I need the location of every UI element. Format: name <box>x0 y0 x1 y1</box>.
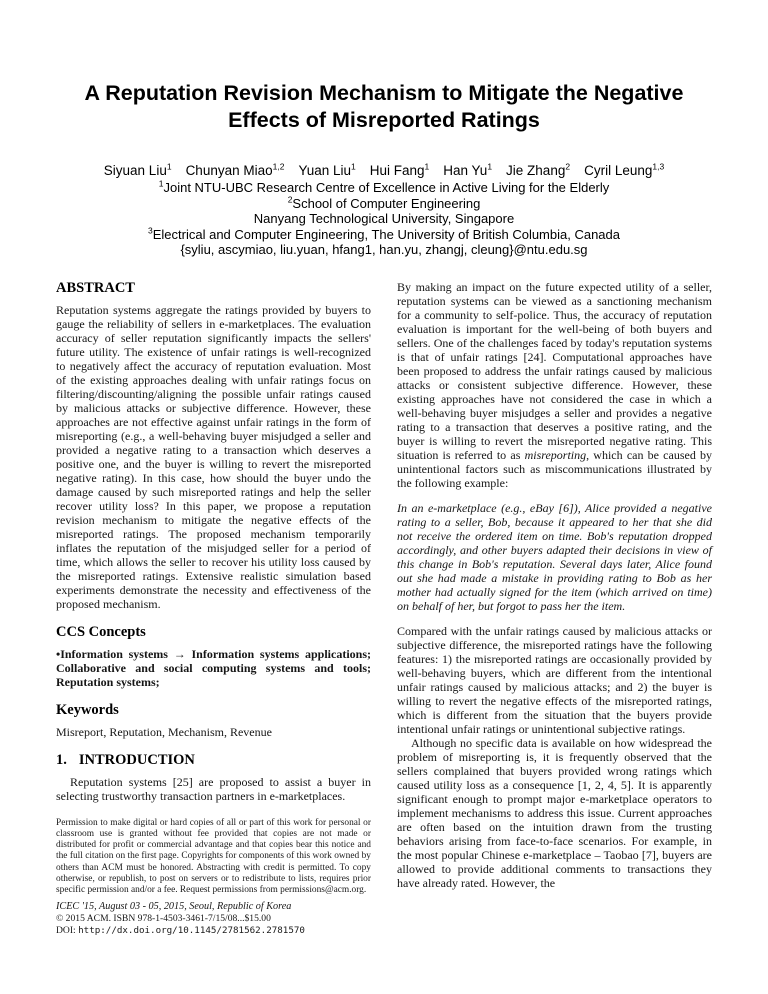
paragraph-text: , which can be caused by unintentional factors such as miscommunications illustrated by the following example: <box>397 447 713 490</box>
affiliation-line <box>0 196 768 212</box>
paper-title-line-2: Effects of Misreported Ratings <box>228 108 540 132</box>
author <box>584 163 664 178</box>
right-column <box>397 280 712 938</box>
misreporting-term: misreporting <box>524 447 587 462</box>
comparison-paragraph: Compared with the unfair ratings caused by malicious attacks or subjective difference, the misreported ratings have the following features: 1) the misreported ratings are occasionally provided by well-behaving buyers, which are different from the intentional unfair ratings caused by malicious attacks; and 2) the buyer is willing to revert the negative effects of the misreported ratings, which is different from the situation that the buyers provide intentional unfair ratings or unintentional subjective ratings. <box>397 623 712 736</box>
authors-line <box>0 163 768 178</box>
intro-context-paragraph <box>397 280 712 490</box>
conference-citation: ICEC '15, August 03 - 05, 2015, Seoul, Republic of Korea <box>56 900 292 912</box>
affiliation-sup: 1 <box>158 178 164 189</box>
introduction-heading <box>56 752 371 769</box>
motivation-paragraph: Although no specific data is available on how widespread the problem of misreporting is, it is frequently observed that the sellers complained that buyers provided wrong ratings which caused utility loss as a consequence [1, 2, 4, 5]. It is apparently significant enough to prompt major e-marketplace operators to implement mechanisms to address this issue. Current approaches are often based on the intuition drawn from the trusting behaviors arising from face-to-face scenarios. For example, in the most popular Chinese e-marketplace – Taobao [7], buyers are allowed to provide additional comments to transactions they have already rated. However, the <box>397 735 712 890</box>
author-name: Hui Fang <box>369 163 425 178</box>
author <box>506 163 570 178</box>
abstract-paragraph: Reputation systems aggregate the ratings provided by buyers to gauge the reliability of sellers in e-marketplaces. The evaluation accuracy of seller reputation significantly impacts the sellers' future utility. The existence of unfair ratings is well-recognized to negatively affect the accuracy of reputation evaluation. Most of the existing approaches dealing with unfair ratings focus on filtering/discounting/aligning the possible unfair ratings caused by malicious attacks or subjective difference. However, these approaches are not effective against unfair ratings in the form of misreporting (e.g., a well-behaving buyer misjudged a seller and provided a negative rating to a transaction which deserves a positive one, and the buyer is willing to revert the misreported negative rating). In this case, how should the buyer undo the damage caused by such misreported ratings and help the seller recover utility loss? In this paper, we propose a reputation revision mechanism to mitigate the negative effects of the misreported ratings. The proposed mechanism temporarily inflates the reputation of the misjudged seller for a period of time, which allows the seller to recover his utility loss caused by the misreported ratings. Extensive realistic simulation based experiments demonstrate the necessity and effectiveness of the proposed mechanism. <box>56 302 371 611</box>
doi-line <box>56 925 371 938</box>
permission-text: Permission to make digital or hard copies of all or part of this work for personal or classroom use is granted without fee provided that copies are not made or distributed for profit or commercial advantage and that copies bear this notice and the full citation on the first page. Copyrights for components of this work owned by others than ACM must be honored. Abstracting with credit is permitted. To copy otherwise, or republish, to post on servers or to redistribute to lists, requires prior specific permission and/or a fee. Request permissions from permissions@acm.org. <box>56 817 371 896</box>
doi-label: DOI: <box>56 925 79 937</box>
author-affil-sup: 1,3 <box>652 161 665 172</box>
copyright-footnote-block <box>56 818 371 938</box>
author <box>104 163 172 178</box>
keywords-heading: Keywords <box>56 701 119 718</box>
affiliations <box>0 180 768 242</box>
author-affil-sup: 2 <box>565 161 571 172</box>
affiliation-line <box>0 180 768 196</box>
left-column <box>56 280 371 938</box>
author-affil-sup: 1 <box>487 161 493 172</box>
paper-title-line-1: A Reputation Revision Mechanism to Mitigate the Negative <box>84 81 684 105</box>
affiliation-text: Electrical and Computer Engineering, The University of British Columbia, Canada <box>152 226 620 242</box>
paper-header <box>0 0 768 258</box>
paragraph-text: By making an impact on the future expected utility of a seller, reputation systems can be viewed as a sanctioning mechanism for a community to self-police. Thus, the accuracy of reputation evaluation is important for the well-being of both buyers and sellers. One of the challenges faced by today's reputation systems is that of unfair ratings [24]. Computational approaches have been proposed to address the unfair ratings caused by malicious attacks or consistent subjective difference. However, these existing approaches have not considered the case in which a well-behaving buyer misjudges a seller and provides a negative rating to a transaction that deserves a positive rating, and the buyer is willing to revert the misreported negative rating. This situation is referred to as <box>397 279 712 462</box>
author <box>370 163 430 178</box>
keywords-paragraph: Misreport, Reputation, Mechanism, Revenue <box>56 724 272 739</box>
author-name: Han Yu <box>443 163 488 178</box>
author-name: Yuan Liu <box>298 163 352 178</box>
author-affil-sup: 1,2 <box>272 161 285 172</box>
affiliation-line <box>0 211 768 227</box>
author-affil-sup: 1 <box>166 161 172 172</box>
authors-email: {syliu, ascymiao, liu.yuan, hfang1, han.yu, zhangj, cleung}@ntu.edu.sg <box>180 242 588 257</box>
ccs-heading: CCS Concepts <box>56 623 146 640</box>
ccs-paragraph: •Information systems → Information systems applications; Collaborative and social computing systems and tools; Reputation systems; <box>56 646 371 689</box>
affiliation-sup: 2 <box>287 194 293 205</box>
affiliation-line <box>0 227 768 243</box>
author-affil-sup: 1 <box>351 161 356 172</box>
section-number: 1. <box>56 751 67 768</box>
author-name: Siyuan Liu <box>103 163 167 178</box>
body-columns <box>0 280 768 938</box>
author-name: Chunyan Miao <box>185 163 273 178</box>
section-title: INTRODUCTION <box>78 751 195 768</box>
affiliation-sup: 3 <box>148 225 153 236</box>
affiliation-text: Nanyang Technological University, Singapore <box>253 211 515 226</box>
doi-link[interactable]: http://dx.doi.org/10.1145/2781562.2781570 <box>78 925 305 937</box>
introduction-paragraph: Reputation systems [25] are proposed to assist a buyer in selecting trustworthy transaction partners in e-marketplaces. <box>56 774 371 803</box>
abstract-heading: ABSTRACT <box>56 279 135 296</box>
affiliation-text: School of Computer Engineering <box>292 195 481 211</box>
affiliation-text: Joint NTU-UBC Research Centre of Excellence in Active Living for the Elderly <box>163 180 610 195</box>
paper-title <box>0 80 768 134</box>
author <box>443 163 492 178</box>
author <box>298 163 355 178</box>
example-paragraph: In an e-marketplace (e.g., eBay [6]), Alice provided a negative rating to a seller, Bob, because it appeared to her that she did not receive the ordered item on time. Bob's reputation dropped accordingly, and other buyers adapted their decisions in view of this change in Bob's reputation. Several days later, Alice found out she had made a mistake in providing rating to Bob as her mother had actually signed for the item (which arrived on time) on behalf of her, but forgot to pass her the item. <box>397 500 712 613</box>
author <box>186 163 285 178</box>
author-name: Cyril Leung <box>584 163 653 178</box>
author-name: Jie Zhang <box>506 163 566 178</box>
author-affil-sup: 1 <box>424 161 430 172</box>
copyright-isbn-line: © 2015 ACM. ISBN 978-1-4503-3461-7/15/08...$15.00 <box>56 912 271 924</box>
